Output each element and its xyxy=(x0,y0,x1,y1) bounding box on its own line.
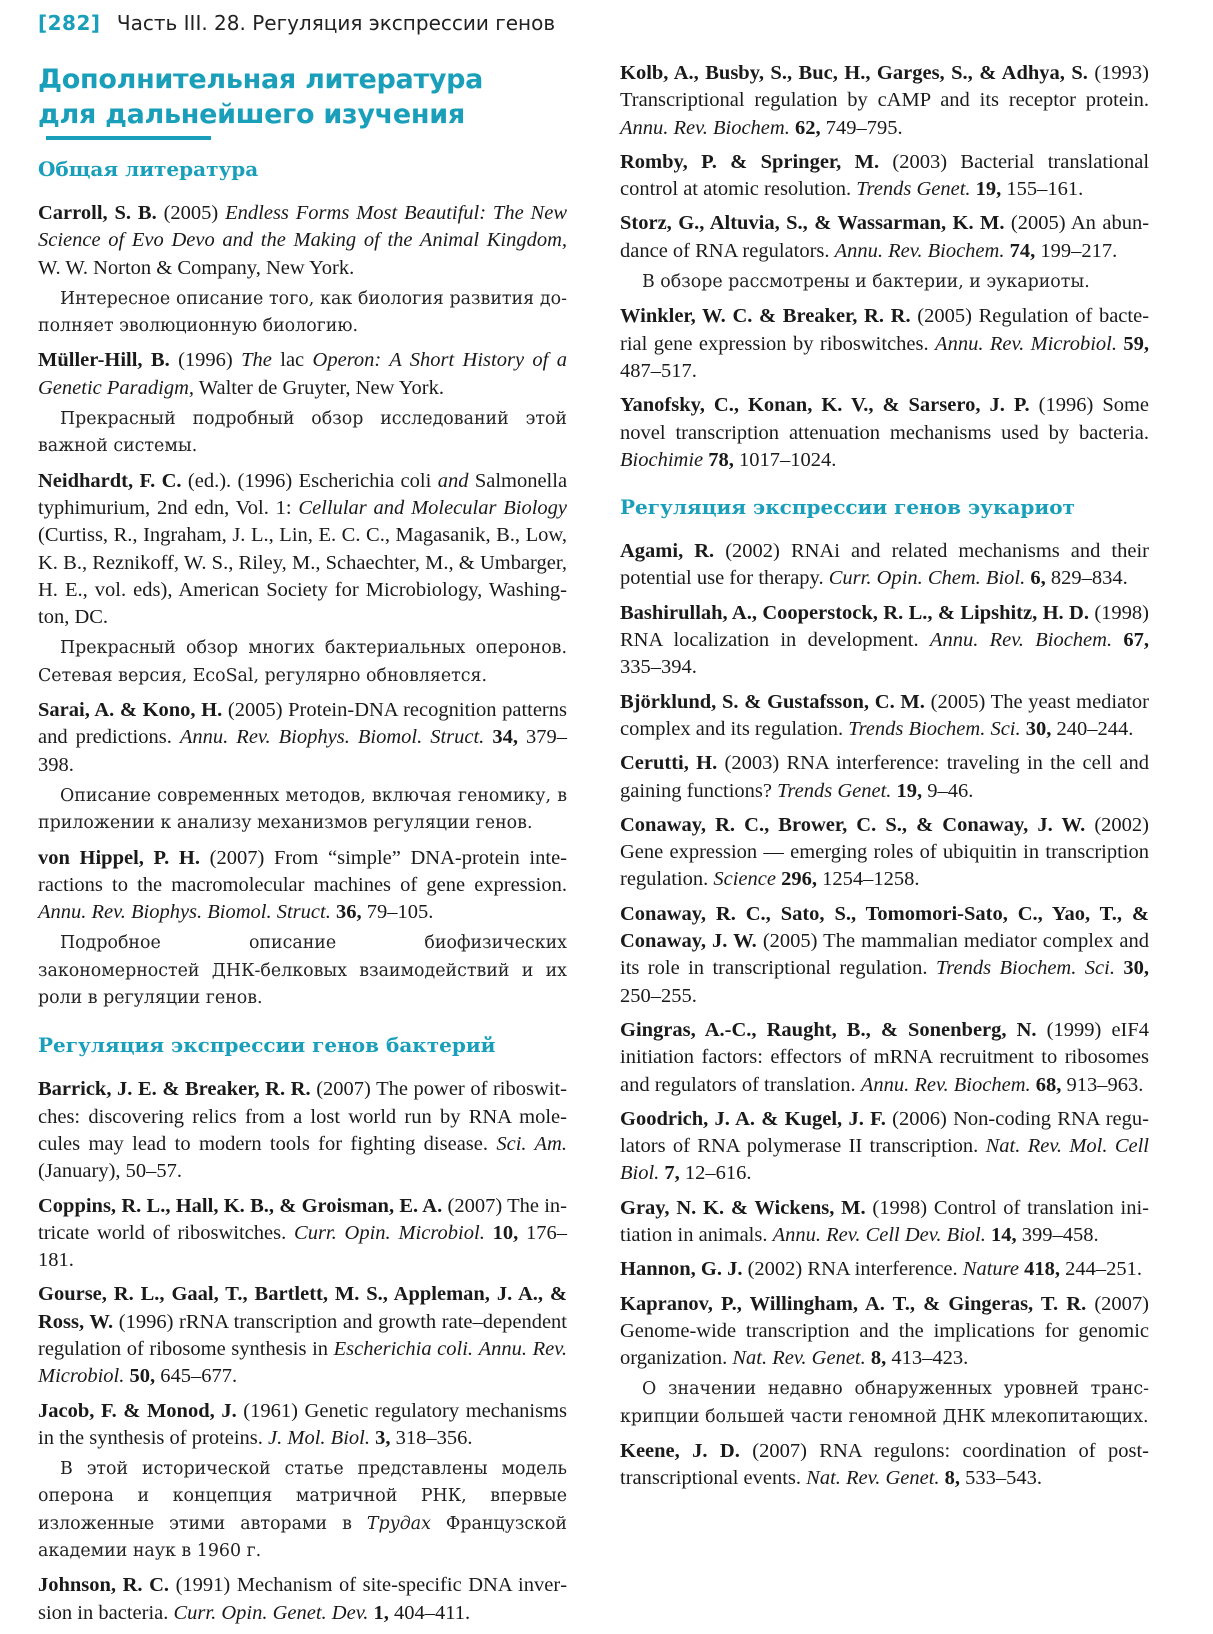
reference-gray: Gray, N. K. & Wickens, M. (1998) Control of translation initiation in animals. Annu. Rev. Cell Dev. Biol. 14, 399–458. xyxy=(620,1196,1149,1246)
annotation-sarai: Описание современных методов, включая геномику, в приложении к анализу механизмов регуляции генов. xyxy=(38,785,567,834)
annotation-von-hippel: Подробное описание биофизических закономерностей ДНК-белковых взаимодействий и их роли в регуляции генов. xyxy=(38,933,567,1009)
annotation-neidhardt: Прекрасный обзор многих бактериальных оперонов. Сетевая версия, EcoSal, регулярно обновляется. xyxy=(38,638,567,686)
annotation-muller-hill: Прекрасный подробный обзор исследований этой важной системы. xyxy=(38,409,567,457)
reference-bashirullah: Bashirullah, A., Cooperstock, R. L., & Lipshitz, H. D. (1998) RNA localization in development. Annu. Rev. Biochem. 67, 335–394. xyxy=(620,601,1149,679)
reference-keene: Keene, J. D. (2007) RNA regulons: coordination of post-transcriptional events. Nat. Rev. Genet. 8, 533–543. xyxy=(620,1440,1149,1490)
reference-kolb: Kolb, A., Busby, S., Buc, H., Garges, S., & Adhya, S. (1993) Transcriptional regulation by cAMP and its receptor protein. Annu. Rev. Biochem. 62, 749–795. xyxy=(620,62,1149,139)
reference-romby: Romby, P. & Springer, M. (2003) Bacterial translational control at atomic resolution. Trends Genet. 19, 155–161. xyxy=(620,150,1150,201)
reference-kapranov: Kapranov, P., Willingham, A. T., & Gingeras, T. R. (2007) Genome-wide transcription and the implications for genomic organization. Nat. Rev. Genet. 8, 413–423. xyxy=(620,1292,1149,1370)
annotation-kapranov: О значении недавно обнаруженных уровней транскрипции большей части геномной ДНК млекопитающих. xyxy=(620,1379,1149,1427)
reference-barrick: Barrick, J. E. & Breaker, R. R. (2007) The power of riboswitches: discovering relics from a lost world run by RNA molecules may lead to modern tools for fighting disease. Sci. Am. (January), 50–57. xyxy=(38,1078,567,1183)
annotation-storz: В обзоре рассмотрены и бактерии, и эукариоты. xyxy=(642,272,1090,293)
annotation-carroll: Интересное описание того, как биология развития дополняет эволюционную биологию. xyxy=(38,288,567,337)
left-column xyxy=(38,56,567,1634)
reference-carroll: Carroll, S. B. (2005) Endless Forms Most Beautiful: The New Science of Evo Devo and the Making of the Animal Kingdom, W. W. Norton & Company, New York. xyxy=(38,202,567,279)
reference-johnson: Johnson, R. C. (1991) Mechanism of site-specific DNA inversion in bacteria. Curr. Opin. Genet. Dev. 1, 404–411. xyxy=(38,1574,568,1624)
reference-cerutti: Cerutti, H. (2003) RNA interference: traveling in the cell and gaining functions? Trends Genet. 19, 9–46. xyxy=(620,752,1150,802)
reference-neidhardt: Neidhardt, F. C. (ed.). (1996) Escherichia coli and Salmonella typhimurium, 2nd edn, Vol. 1: Cellular and Molecular Biology (Curtiss, R., Ingraham, J. L., Lin, E. C. C., Magasanik, B., Low, K. B., Reznikoff, W. S., Riley, M., Schaechter, M., & Umbarger, H. E., vol. eds), American Society for Microbiology, Washington, DC. xyxy=(38,469,568,629)
title-rule xyxy=(46,136,211,140)
running-header xyxy=(38,6,555,40)
reference-conaway-2002: Conaway, R. C., Brower, C. S., & Conaway, J. W. (2002) Gene expression — emerging roles of ubiquitin in transcription regulation. Science 296, 1254–1258. xyxy=(620,813,1150,891)
annotation-jacob: В этой исторической статье представлены модель оперона и концепция матричной РНК, впервые изложенные этими авторами в Трудах Французской академии наук в 1960 г. xyxy=(38,1459,567,1562)
reference-storz: Storz, G., Altuvia, S., & Wassarman, K. M. (2005) An abundance of RNA regulators. Annu. Rev. Biochem. 74, 199–217. xyxy=(620,212,1150,262)
reference-hannon: Hannon, G. J. (2002) RNA interference. Nature 418, 244–251. xyxy=(620,1258,1142,1281)
reference-jacob: Jacob, F. & Monod, J. (1961) Genetic regulatory mechanisms in the synthesis of proteins. J. Mol. Biol. 3, 318–356. xyxy=(38,1399,568,1449)
section-heading-bacterial: Регуляция экспрессии генов бактерий xyxy=(38,1033,496,1058)
reference-agami: Agami, R. (2002) RNAi and related mechanisms and their potential use for therapy. Curr. Opin. Chem. Biol. 6, 829–834. xyxy=(620,540,1149,590)
reference-bjorklund: Björklund, S. & Gustafsson, C. M. (2005) The yeast mediator complex and its regulation. Trends Biochem. Sci. 30, 240–244. xyxy=(620,690,1149,740)
reference-coppins: Coppins, R. L., Hall, K. B., & Groisman, E. A. (2007) The intricate world of riboswitches. Curr. Opin. Microbiol. 10, 176–181. xyxy=(38,1194,568,1272)
reference-gourse: Gourse, R. L., Gaal, T., Bartlett, M. S., Appleman, J. A., & Ross, W. (1996) rRNA transcription and growth rate–dependent regulation of ribosome synthesis in Escherichia coli. Annu. Rev. Microbiol. 50, 645–677. xyxy=(38,1283,568,1388)
reference-gingras: Gingras, A.-C., Raught, B., & Sonenberg, N. (1999) eIF4 initiation factors: effectors of mRNA recruitment to ribosomes and regulators of translation. Annu. Rev. Biochem. 68, 913–963. xyxy=(620,1018,1150,1096)
reference-goodrich: Goodrich, J. A. & Kugel, J. F. (2006) Non-coding RNA regulators of RNA polymerase II transcription. Nat. Rev. Mol. Cell Biol. 7, 12–616. xyxy=(620,1107,1149,1185)
reference-von-hippel: von Hippel, P. H. (2007) From “simple” DNA-protein interactions to the macromolecular machines of gene expression. Annu. Rev. Biophys. Biomol. Struct. 36, 79–105. xyxy=(38,846,567,924)
section-heading-eukaryotic: Регуляция экспрессии генов эукариот xyxy=(620,495,1075,520)
section-heading-general: Общая литература xyxy=(38,157,259,181)
right-column xyxy=(620,60,1149,1500)
reference-conaway-2005: Conaway, R. C., Sato, S., Tomomori-Sato, C., Yao, T., & Conaway, J. W. (2005) The mammalian mediator complex and its role in transcriptional regulation. Trends Biochem. Sci. 30, 250–255. xyxy=(620,902,1150,1007)
running-title: Часть III. 28. Регуляция экспрессии генов xyxy=(116,11,556,35)
page-title-line-1: Дополнительная литература xyxy=(38,64,484,95)
page-title xyxy=(38,62,567,136)
reference-sarai: Sarai, A. & Kono, H. (2005) Protein-DNA recognition patterns and predictions. Annu. Rev. Biophys. Biomol. Struct. 34, 379–398. xyxy=(38,699,567,776)
reference-muller-hill: Müller-Hill, B. (1996) The lac Operon: A Short History of a Genetic Paradigm, Walter de Gruyter, New York. xyxy=(38,349,567,399)
page-title-line-2: для дальнейшего изучения xyxy=(38,99,465,130)
reference-winkler: Winkler, W. C. & Breaker, R. R. (2005) Regulation of bacterial gene expression by riboswitches. Annu. Rev. Microbiol. 59, 487–517. xyxy=(620,305,1150,382)
reference-yanofsky: Yanofsky, C., Konan, K. V., & Sarsero, J. P. (1996) Some novel transcription attenuation mechanisms used by bacteria. Biochimie 78, 1017–1024. xyxy=(620,394,1150,471)
page-number: [282] xyxy=(38,11,101,35)
